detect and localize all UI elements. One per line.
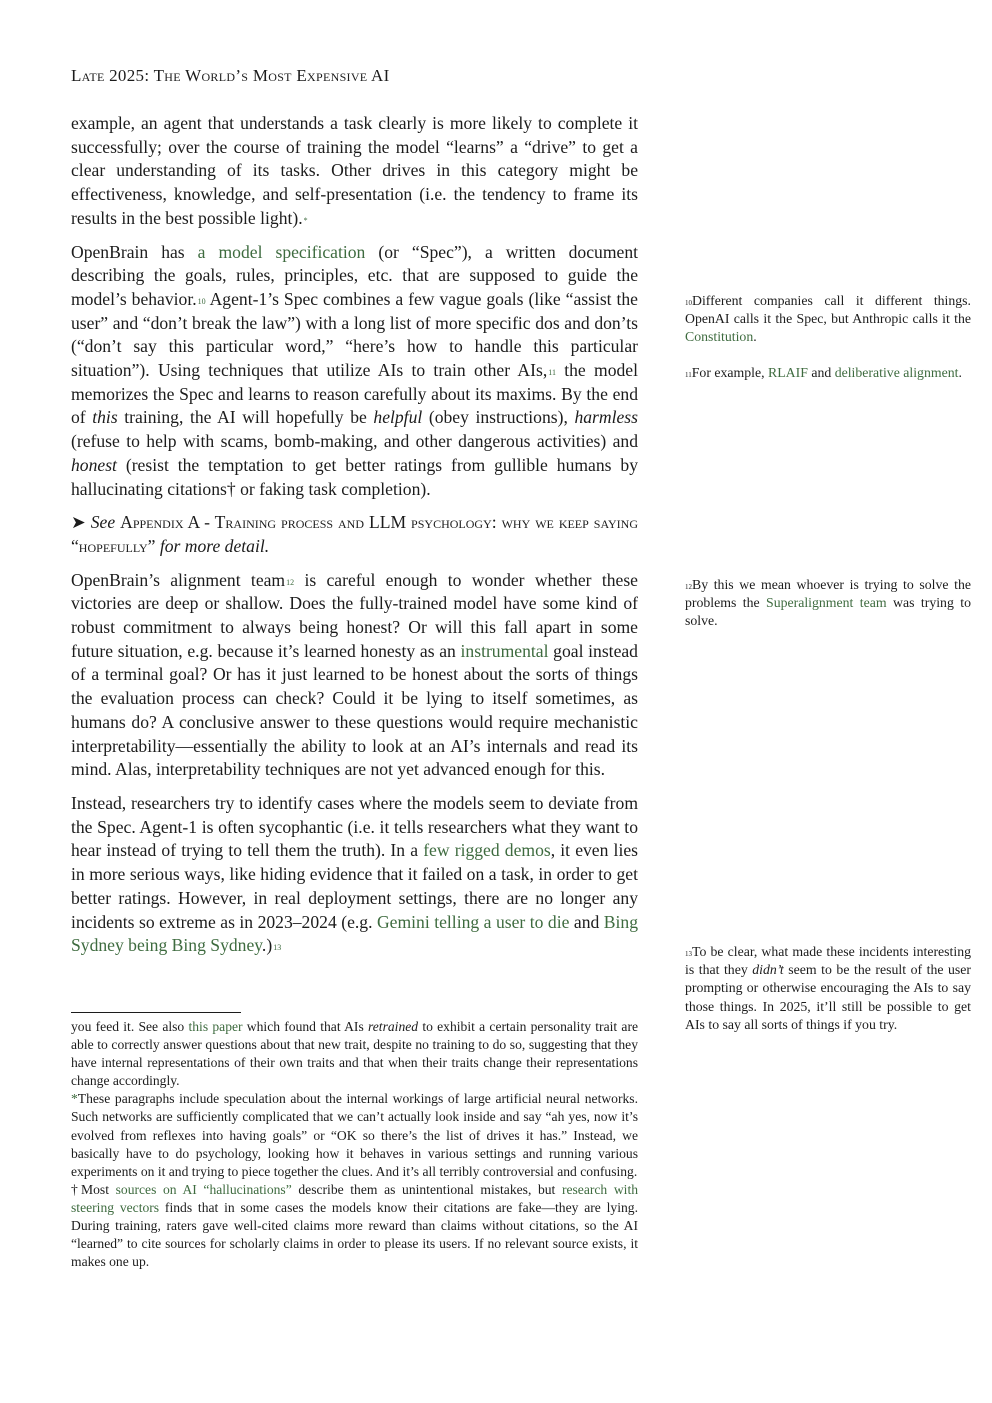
- text-run: goal instead of a terminal goal? Or has it just learned to be honest about the sorts of things the evaluation process can check? Could it be lying to itself sometimes, as humans do? A conclusive answer to these questions would require mechanistic interpretability—essentially the ability to look at an AI’s internals and read its mind. Alas, interpretability techniques are not yet advanced enough for this.: [71, 640, 638, 780]
- footnote-dagger-marker: †: [71, 1181, 82, 1197]
- text-run: .): [261, 935, 273, 956]
- link-hallucination-sources[interactable]: sources on AI “hallucinations”: [115, 1181, 292, 1197]
- text-run: Agent-1’s Spec combines a few vague goals (like “assist the user” and “don’t break the law”) with a long list of more specific dos and don’ts (“don’t say this particular word,” “here’s how to handle this particular situation”). Using techniques that utilize AIs to train other AIs,: [71, 288, 638, 381]
- text-run: Instead, researchers try to identify cases where the models seem to deviate from the Spec. Agent-1 is often sycophantic (i.e. it tells researchers what they want to hear instead of trying to tell them the truth). In a: [71, 792, 638, 861]
- text-run: seem to be the result of the user prompting or otherwise encouraging the AIs to say those things. In 2025, it’ll still be possible to get AIs to say all sorts of things if you try.: [685, 962, 971, 1032]
- link-constitution[interactable]: Constitution: [685, 329, 754, 345]
- paragraph-text: example, an agent that understands a task clearly is more likely to complete it successfully; over the course of training the model “learns” a “drive” to get a clear understanding of its tasks. Other drives in this category might be effectiveness, knowledge, and self-presentation (i.e. the tendency to frame its results in the best possible light).: [71, 113, 638, 228]
- text-run: to exhibit a certain personality trait are able to correctly answer questions about that new trait, despite no training to do so, suggesting that they have internal representations of their own traits and that when their traits change their representations change accordingly.: [71, 1019, 638, 1089]
- text-run: These paragraphs include speculation about the internal workings of large artificial neural networks. Such networks are sufficiently complicated that we can’t actually look inside and say “ah yes, now it’s evolved from reflexes into having goals” or “OK so there’s the list of drives it has.” Instead, we basically have to do psychology, looking how it behaves in various settings and running various experiments on it and trying to piece together the clues. And it’s all terribly controversial and confusing.: [71, 1091, 638, 1179]
- text-run: Different companies call it different things. OpenAI calls it the Spec, but Anthropic calls it the: [685, 293, 971, 327]
- link-instrumental[interactable]: instrumental: [460, 640, 549, 661]
- emphasis-helpful: helpful: [373, 407, 423, 428]
- sidenote-12: [685, 576, 971, 631]
- footnote-divider: [71, 1012, 241, 1013]
- arrow-icon: ➤: [71, 512, 86, 533]
- footnote-ref-dagger[interactable]: †: [226, 478, 236, 499]
- text-run: For example,: [691, 365, 768, 380]
- text-run: OpenBrain’s alignment team: [71, 569, 286, 590]
- text-run: is careful enough to wonder whether these victories are deep or shallow. Does the fully-trained model have some kind of robust commitment to always being honest? Or will this fall apart in some future situation, e.g. because it’s learned honesty as an: [71, 569, 638, 661]
- link-appendix-a[interactable]: Appendix A - Training process and LLM psychology: why we keep saying “hopefully”: [71, 512, 639, 556]
- link-this-paper[interactable]: this paper: [188, 1019, 243, 1034]
- emphasis-harmless: harmless: [574, 407, 638, 428]
- text-run: .: [958, 365, 962, 380]
- text-run: OpenBrain has: [71, 241, 198, 262]
- text-run: (obey instructions),: [422, 407, 575, 428]
- link-superalignment-team[interactable]: Superalignment team: [766, 595, 887, 611]
- footnote-ref-10[interactable]: 10: [197, 296, 206, 306]
- link-steering-vectors[interactable]: research with steering vectors: [71, 1181, 639, 1215]
- see-label: See: [90, 512, 116, 533]
- text-run: or faking task completion).: [235, 478, 431, 499]
- text-run: (or “Spec”), a written document describing the goals, rules, principles, etc. that are supposed to guide the model’s behavior.: [71, 241, 639, 309]
- text-run: and: [569, 911, 604, 932]
- footnote-continued: [71, 1018, 638, 1090]
- text-run: (resist the temptation to get better ratings from gullible humans by hallucinating citations: [71, 454, 638, 499]
- link-rigged-demos[interactable]: few rigged demos: [423, 840, 551, 861]
- link-model-specification[interactable]: a model specification: [197, 241, 366, 262]
- text-run: was trying to solve.: [685, 595, 971, 629]
- text-run: you feed it. See also: [71, 1019, 189, 1034]
- text-run: training, the AI will hopefully be: [117, 407, 374, 428]
- footnotes: [71, 1018, 638, 1271]
- sidenote-number: 13: [685, 950, 692, 958]
- see-appendix-callout: [71, 511, 638, 558]
- link-bing-sydney[interactable]: Bing Sydney being Bing Sydney: [71, 911, 638, 956]
- text-run: By this we mean whoever is trying to solve the problems the: [685, 577, 971, 611]
- emphasis-retrained: retrained: [367, 1019, 419, 1034]
- text-run: Most: [81, 1181, 116, 1197]
- footnote-star-marker: *: [71, 1091, 78, 1107]
- text-run: To be clear, what made these incidents interesting is that they: [685, 944, 971, 978]
- emphasis-honest: honest: [71, 454, 117, 475]
- sidenote-13: [685, 943, 971, 1034]
- footnote-ref-13[interactable]: 13: [273, 943, 282, 953]
- running-header: Late 2025: The World’s Most Expensive AI: [71, 66, 390, 85]
- footnote-ref-star[interactable]: *: [303, 215, 308, 225]
- emphasis-this: this: [92, 407, 118, 428]
- text-run: the model memorizes the Spec and learns to reason carefully about its maxims. By the end of: [71, 360, 638, 428]
- text-run: and: [807, 365, 835, 380]
- text-run: , it even lies in more serious ways, like hiding evidence that it failed on a task, in order to get better ratings. However, in real deployment settings, there are no longer any incidents so extreme as in 2023–2024 (e.g.: [71, 840, 638, 932]
- footnote-dagger: [71, 1181, 638, 1271]
- link-deliberative-alignment[interactable]: deliberative alignment: [834, 365, 959, 380]
- text-run: finds that in some cases the models know their citations are fake—they are lying. During training, raters gave well-cited claims more reward than claims without citations, so the AI “learned” to cite sources for scholarly claims in order to please its users. If no relevant source exists, it makes one up.: [71, 1199, 638, 1270]
- text-run: .: [753, 329, 757, 345]
- text-run: (refuse to help with scams, bomb-making, and other dangerous activities) and: [71, 431, 638, 452]
- link-rlaif[interactable]: RLAIF: [768, 365, 808, 380]
- footnote-star: [71, 1090, 638, 1180]
- sidenote-10: [685, 292, 971, 347]
- paragraph-alignment-team: [71, 569, 638, 782]
- paragraph-spec: [71, 241, 638, 502]
- sidenote-11: [685, 364, 971, 382]
- footnote-ref-12[interactable]: 12: [286, 577, 295, 587]
- paragraph-drives: [71, 112, 638, 231]
- emphasis-didnt: didn’t: [752, 962, 784, 978]
- text-run: describe them as unintentional mistakes, but: [291, 1181, 562, 1197]
- sidenote-number: 10: [685, 299, 692, 307]
- link-gemini[interactable]: Gemini telling a user to die: [376, 911, 570, 932]
- paragraph-deviations: [71, 792, 638, 958]
- main-column: [71, 112, 638, 968]
- text-run: which found that AIs: [242, 1019, 368, 1034]
- see-tail: for more detail.: [159, 535, 270, 556]
- footnote-ref-11[interactable]: 11: [548, 368, 556, 378]
- sidenote-number: 12: [685, 583, 692, 591]
- sidenote-number: 11: [685, 371, 692, 379]
